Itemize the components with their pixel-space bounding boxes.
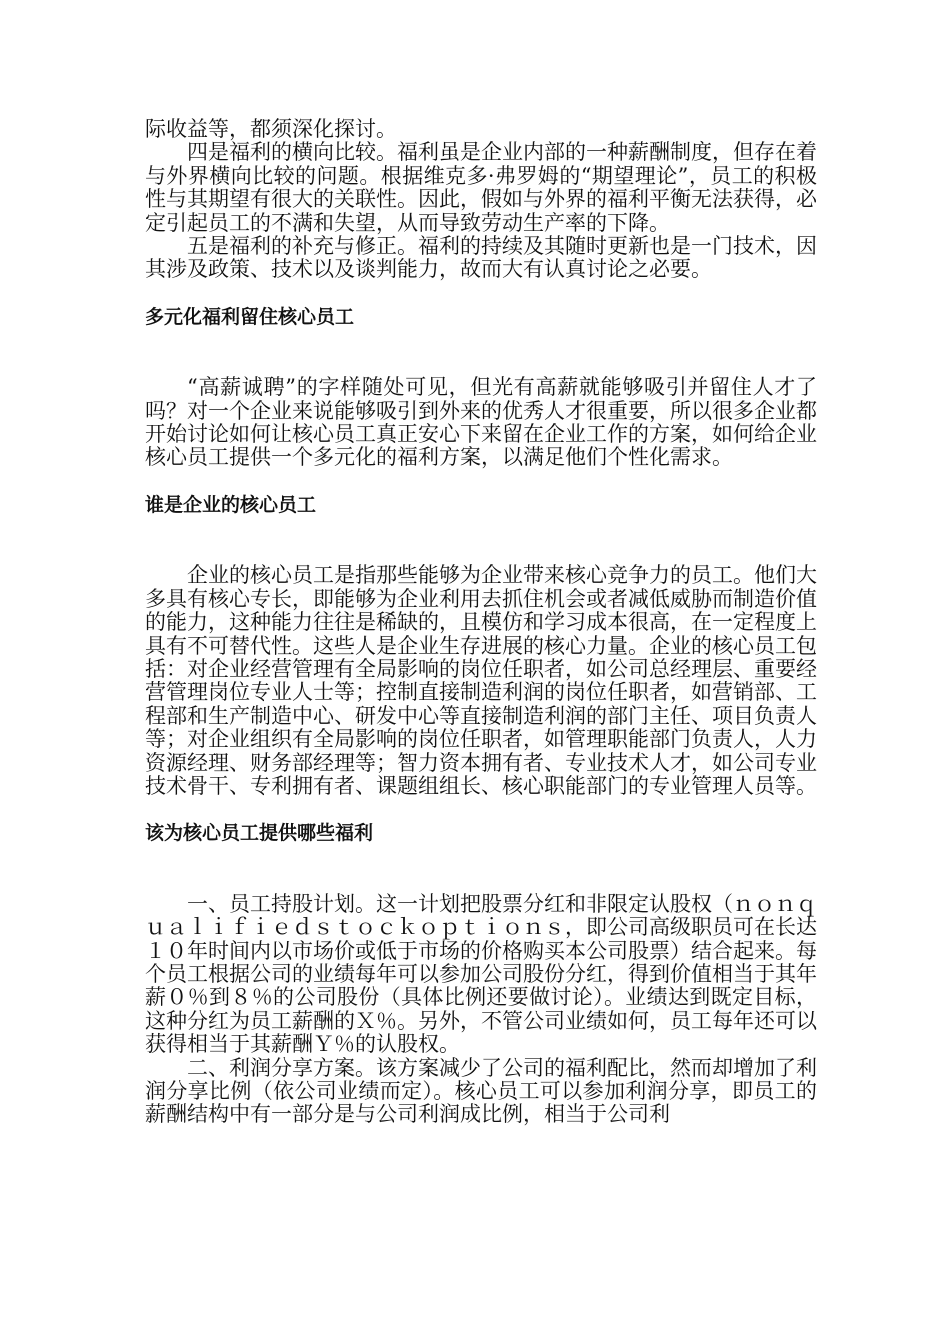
document-page xyxy=(145,118,817,1127)
paragraph-continuation: 际收益等，都须深化探讨。 xyxy=(145,117,397,141)
section-heading-core-employees: 谁是企业的核心员工 xyxy=(145,493,317,516)
paragraph-employee-stock-plan: 一、员工持股计划。这一计划把股票分红和非限定认股权（ｎｏｎｑｕａｌｉｆｉｅｄｓｔｏｃｋｏｐｔｉｏｎｓ，即公司高级职员可在长达１０年时间内以市场价或低于市场的价格购买本公司股票）结合起来。每个员工根据公司的业绩每年可以参加公司股份分红，得到价值相当于其年薪０％到８％的公司股份（具体比例还要做讨论）。业绩达到既定目标，这种分红为员工薪酬的Ｘ％。另外，不管公司业绩如何，员工每年还可以获得相当于其薪酬Ｙ％的认股权。 xyxy=(145,891,817,1057)
paragraph-core-employee-definition: 企业的核心员工是指那些能够为企业带来核心竞争力的员工。他们大多具有核心专长，即能够为企业利用去抓住机会或者减低威胁而制造价值的能力，这种能力往往是稀缺的，且模仿和学习成本很高，在一定程度上具有不可替代性。这些人是企业生存进展的核心力量。企业的核心员工包括：对企业经营管理有全局影响的岗位任职者，如公司总经理层、重要经营管理岗位专业人士等；控制直接制造利润的岗位任职者，如营销部、工程部和生产制造中心、研发中心等直接制造利润的部门主任、项目负责人等；对企业组织有全局影响的岗位任职者，如管理职能部门负责人，人力资源经理、财务部经理等；智力资本拥有者、专业技术人才，如公司专业技术骨干、专利拥有者、课题组组长、核心职能部门的专业管理人员等。 xyxy=(145,563,817,798)
paragraph-point-four: 四是福利的横向比较。福利虽是企业内部的一种薪酬制度，但存在着与外界横向比较的问题。根据维克多·弗罗姆的“期望理论”，员工的积极性与其期望有很大的关联性。因此，假如与外界的福利平衡无法获得，必定引起员工的不满和失望，从而导致劳动生产率的下降。 xyxy=(145,140,817,235)
section-heading-diversified-benefits: 多元化福利留住核心员工 xyxy=(145,305,355,328)
paragraph-high-salary: “高薪诚聘”的字样随处可见，但光有高薪就能够吸引并留住人才了吗？对一个企业来说能够吸引到外来的优秀人才很重要，所以很多企业都开始讨论如何让核心员工真正安心下来留在企业工作的方案，如何给企业核心员工提供一个多元化的福利方案，以满足他们个性化需求。 xyxy=(145,375,817,470)
paragraph-profit-sharing: 二、利润分享方案。该方案减少了公司的福利配比，然而却增加了利润分享比例（依公司业绩而定）。核心员工可以参加利润分享，即员工的薪酬结构中有一部分是与公司利润成比例，相当于公司利 xyxy=(145,1055,817,1127)
section-heading-which-benefits: 该为核心员工提供哪些福利 xyxy=(145,822,374,845)
paragraph-point-five: 五是福利的补充与修正。福利的持续及其随时更新也是一门技术，因其涉及政策、技术以及谈判能力，故而大有认真讨论之必要。 xyxy=(145,234,817,282)
